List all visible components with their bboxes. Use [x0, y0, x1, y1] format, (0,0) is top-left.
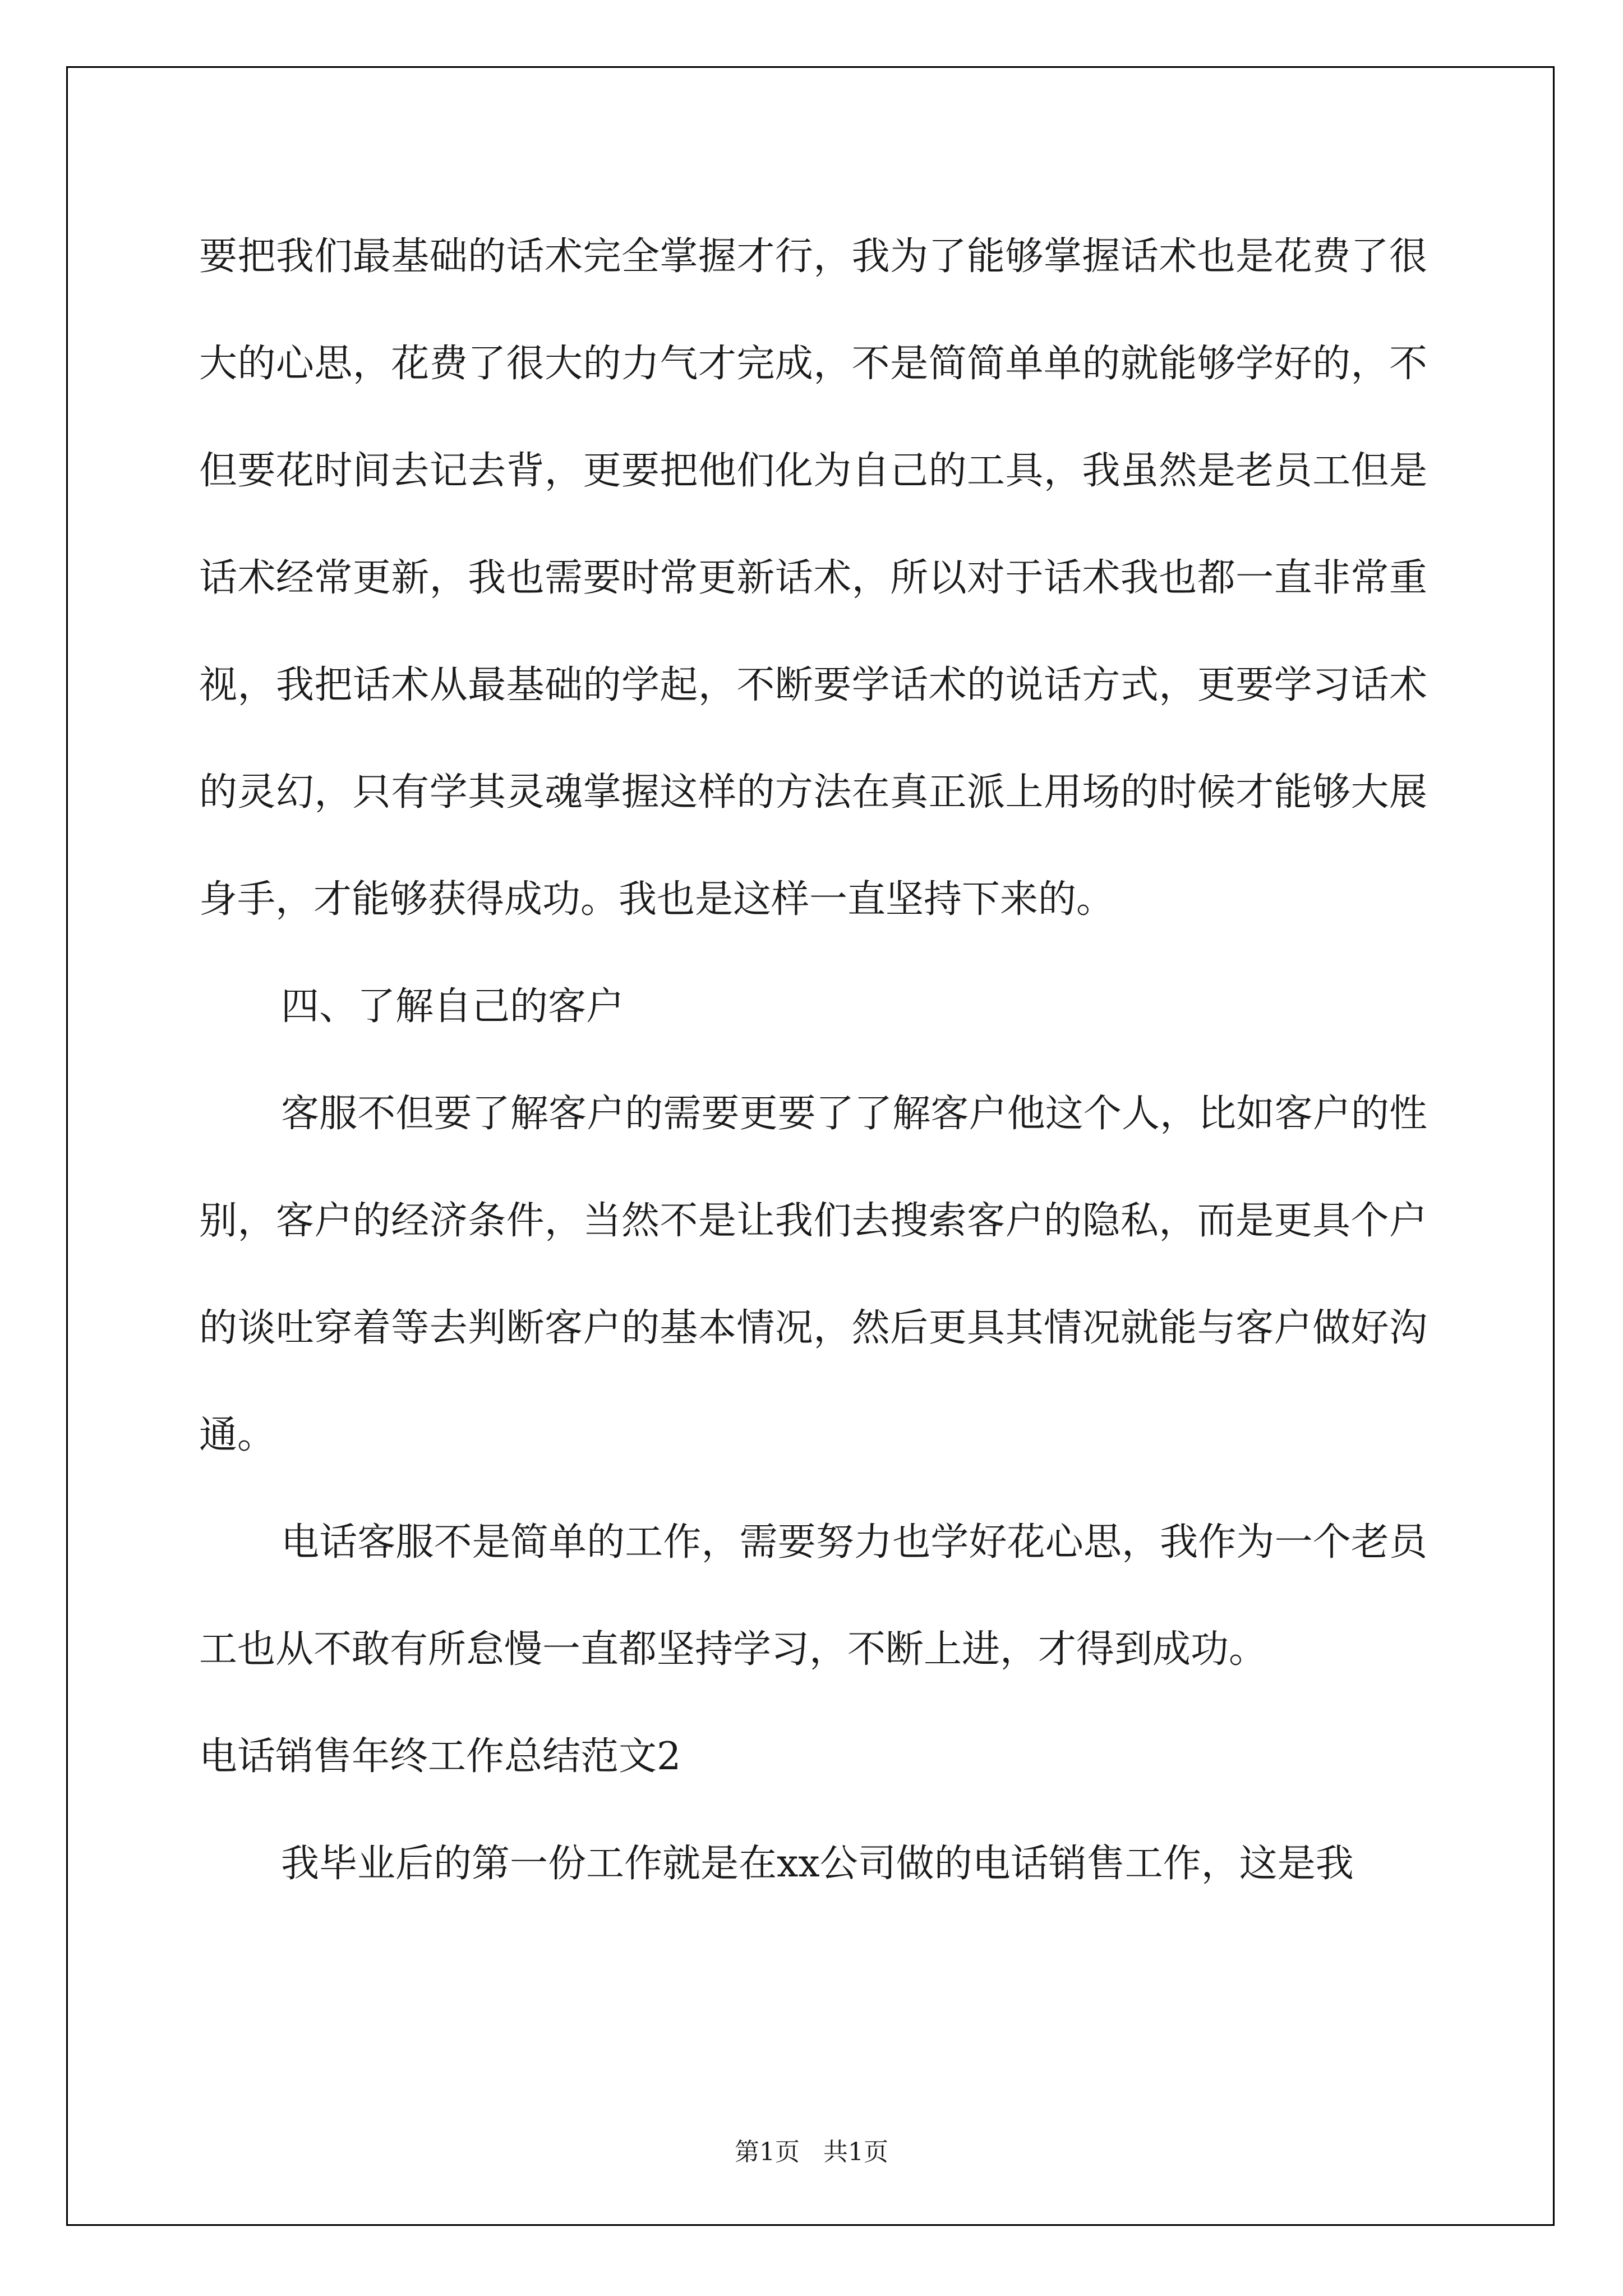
section-heading: 四、了解自己的客户	[281, 984, 625, 1029]
document-body	[199, 203, 1427, 1917]
paragraph: 客服不但要了解客户的需要更要了了解客户他这个人，比如客户的性别，客户的经济条件，当然不是让我们去搜索客户的隐私，而是更具个户的谈吐穿着等去判断客户的基本情况，然后更具其情况就能与客户做好沟通。	[199, 1092, 1427, 1457]
paragraph: 电话客服不是简单的工作，需要努力也学好花心思，我作为一个老员工也从不敢有所怠慢一直都坚持学习，不断上进，才得到成功。	[199, 1520, 1427, 1672]
page-footer	[0, 2132, 1623, 2168]
page-total: 共1页	[823, 2138, 888, 2166]
document-title: 电话销售年终工作总结范文2	[199, 1734, 681, 1779]
paragraph: 我毕业后的第一份工作就是在xx公司做的电话销售工作，这是我	[281, 1842, 1354, 1886]
paragraph: 要把我们最基础的话术完全掌握才行，我为了能够掌握话术也是花费了很大的心思，花费了很大的力气才完成，不是简简单单的就能够学好的，不但要花时间去记去背，更要把他们化为自己的工具，我虽然是老员工但是话术经常更新，我也需要时常更新话术，所以对于话术我也都一直非常重视，我把话术从最基础的学起，不断要学话术的说话方式，更要学习话术的灵幻，只有学其灵魂掌握这样的方法在真正派上用场的时候才能够大展身手，才能够获得成功。我也是这样一直坚持下来的。	[199, 234, 1427, 922]
page-number: 第1页	[735, 2138, 800, 2166]
